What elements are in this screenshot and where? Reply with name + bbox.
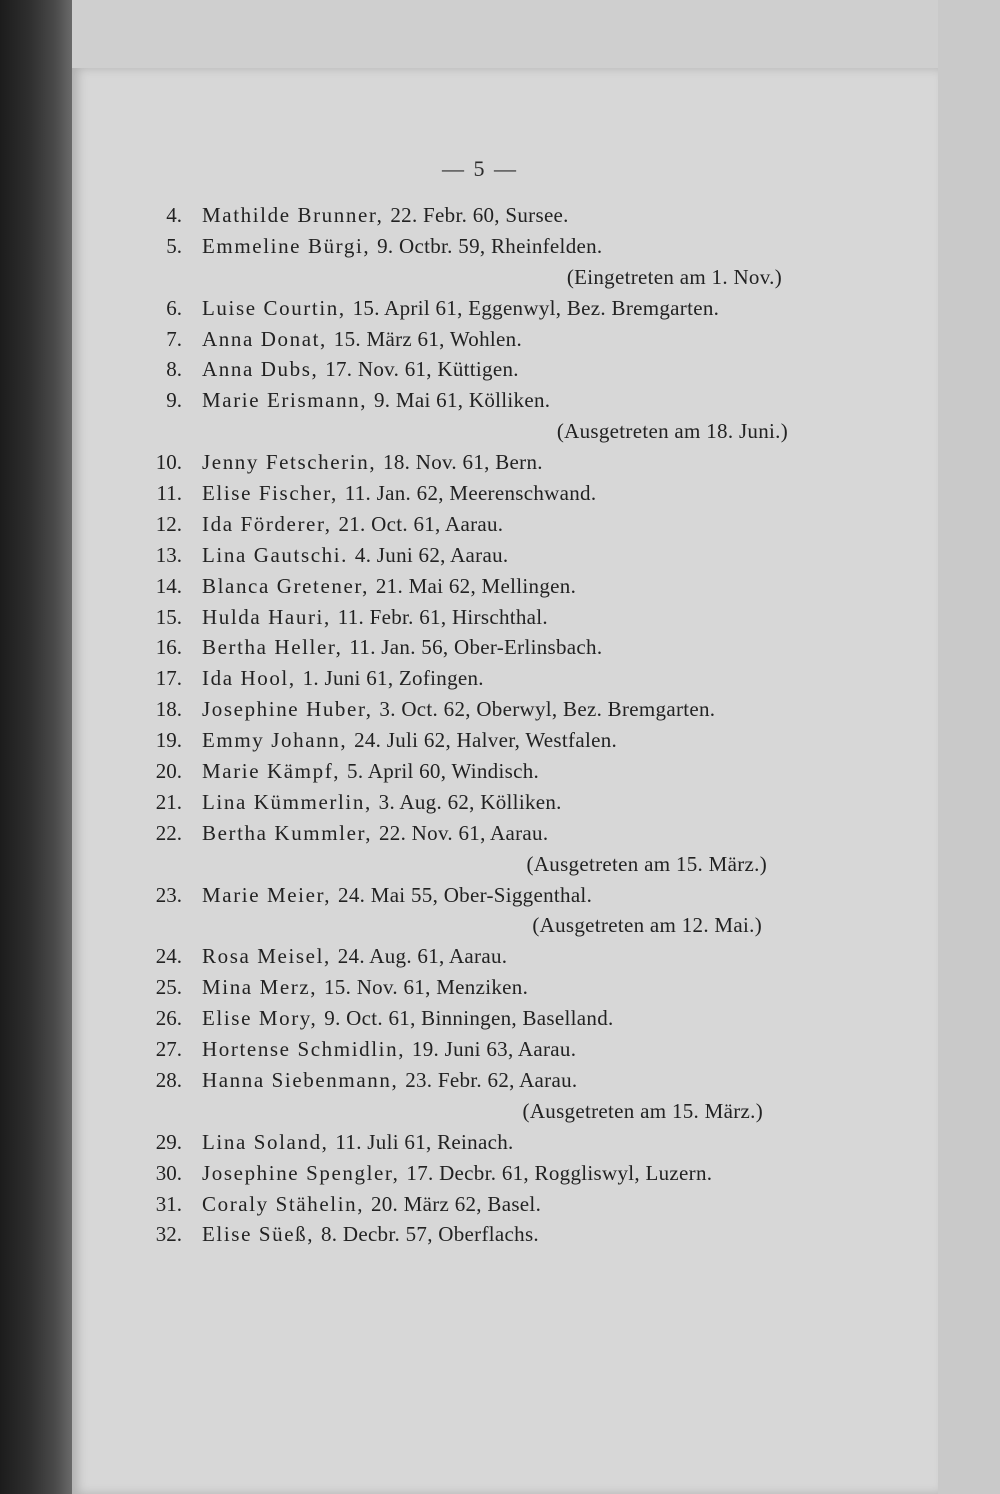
member-list [0, 200, 1000, 1250]
entry-details: 17. Nov. 61, Küttigen. [325, 357, 519, 382]
page-number: — 5 — [442, 156, 518, 181]
entry-note: (Ausgetreten am 15. März.) [522, 1098, 763, 1123]
entry-name: Marie Kämpf, [202, 759, 341, 784]
list-note [0, 849, 1000, 880]
entry-name: Hanna Siebenmann, [202, 1067, 399, 1092]
entry-number: 23. [155, 882, 182, 907]
entry-number: 25. [155, 975, 182, 1000]
list-item [0, 231, 1000, 262]
entry-details: 3. Aug. 62, Kölliken. [378, 789, 562, 814]
entry-number: 6. [166, 295, 182, 320]
list-item [0, 941, 1000, 972]
entry-number: 7. [166, 326, 182, 351]
list-note [0, 910, 1000, 941]
entry-name: Ida Hool, [202, 666, 296, 691]
entry-name: Lina Soland, [202, 1129, 329, 1154]
entry-details: 21. Mai 62, Mellingen. [375, 573, 577, 598]
list-item [0, 1158, 1000, 1189]
entry-details: 5. April 60, Windisch. [347, 759, 540, 784]
entry-number: 31. [155, 1191, 182, 1216]
entry-details: 22. Febr. 60, Sursee. [390, 203, 569, 227]
entry-name: Rosa Meisel, [202, 944, 331, 969]
list-item [0, 787, 1000, 818]
list-item [0, 385, 1000, 416]
entry-number: 5. [166, 233, 182, 258]
list-item [0, 632, 1000, 663]
entry-number: 27. [155, 1037, 182, 1062]
entry-name: Luise Courtin, [202, 295, 346, 320]
entry-name: Marie Erismann, [202, 388, 368, 413]
entry-name: Ida Förderer, [202, 511, 332, 536]
list-item [0, 663, 1000, 694]
list-item [0, 478, 1000, 509]
entry-number: 18. [155, 697, 182, 722]
entry-number: 14. [155, 573, 182, 598]
list-item [0, 725, 1000, 756]
entry-details: 11. Jan. 62, Meerenschwand. [344, 481, 597, 506]
entry-name: Coraly Stähelin, [202, 1191, 365, 1216]
entry-details: 20. März 62, Basel. [370, 1191, 542, 1216]
list-item [0, 200, 1000, 231]
entry-number: 30. [155, 1160, 182, 1185]
entry-details: 17. Decbr. 61, Roggliswyl, Luzern. [406, 1160, 713, 1185]
entry-number: 29. [155, 1129, 182, 1154]
entry-details: 4. Juni 62, Aarau. [354, 542, 509, 567]
entry-details: 8. Decbr. 57, Oberflachs. [320, 1222, 539, 1247]
list-note [0, 416, 1000, 447]
entry-details: 22. Nov. 61, Aarau. [378, 820, 549, 845]
entry-details: 3. Oct. 62, Oberwyl, Bez. Bremgarten. [379, 697, 716, 722]
entry-name: Emmeline Bürgi, [202, 233, 371, 258]
list-item [0, 972, 1000, 1003]
list-item [0, 694, 1000, 725]
entry-details: 11. Jan. 56, Ober-Erlinsbach. [349, 635, 603, 660]
entry-details: 15. April 61, Eggenwyl, Bez. Bremgarten. [352, 295, 720, 320]
entry-details: 19. Juni 63, Aarau. [411, 1037, 577, 1062]
entry-name: Marie Meier, [202, 882, 332, 907]
list-item [0, 1065, 1000, 1096]
entry-number: 32. [155, 1222, 182, 1247]
entry-name: Elise Mory, [202, 1006, 318, 1031]
entry-name: Elise Süeß, [202, 1222, 315, 1247]
list-item [0, 756, 1000, 787]
entry-number: 13. [155, 542, 182, 567]
entry-name: Mathilde Brunner, [202, 203, 384, 227]
entry-number: 4. [166, 203, 182, 227]
entry-name: Josephine Huber, [202, 697, 373, 722]
list-item [0, 1003, 1000, 1034]
entry-name: Bertha Kummler, [202, 820, 373, 845]
list-item [0, 602, 1000, 633]
entry-name: Lina Kümmerlin, [202, 789, 372, 814]
entry-name: Lina Gautschi. [202, 542, 349, 567]
list-item [0, 509, 1000, 540]
list-item [0, 818, 1000, 849]
entry-details: 24. Aug. 61, Aarau. [337, 944, 508, 969]
list-item [0, 880, 1000, 911]
entry-number: 10. [155, 450, 182, 475]
entry-details: 24. Juli 62, Halver, Westfalen. [354, 728, 618, 753]
entry-number: 11. [156, 481, 182, 506]
list-note [0, 1096, 1000, 1127]
entry-number: 19. [155, 728, 182, 753]
entry-details: 18. Nov. 61, Bern. [383, 450, 543, 475]
entry-name: Hortense Schmidlin, [202, 1037, 406, 1062]
entry-number: 9. [166, 388, 182, 413]
entry-number: 15. [155, 604, 182, 629]
entry-name: Emmy Johann, [202, 728, 348, 753]
entry-details: 23. Febr. 62, Aarau. [405, 1067, 578, 1092]
entry-details: 24. Mai 55, Ober-Siggenthal. [338, 882, 593, 907]
entry-details: 21. Oct. 61, Aarau. [338, 511, 504, 536]
entry-name: Mina Merz, [202, 975, 318, 1000]
entry-details: 9. Octbr. 59, Rheinfelden. [377, 233, 603, 258]
entry-details: 15. Nov. 61, Menziken. [324, 975, 529, 1000]
list-item [0, 571, 1000, 602]
entry-number: 26. [155, 1006, 182, 1031]
entry-name: Blanca Gretener, [202, 573, 370, 598]
entry-details: 9. Oct. 61, Binningen, Baselland. [324, 1006, 614, 1031]
entry-details: 15. März 61, Wohlen. [333, 326, 523, 351]
entry-number: 17. [155, 666, 182, 691]
entry-number: 22. [155, 820, 182, 845]
entry-name: Hulda Hauri, [202, 604, 331, 629]
list-item [0, 324, 1000, 355]
list-item [0, 1034, 1000, 1065]
entry-name: Elise Fischer, [202, 481, 338, 506]
list-note [0, 262, 1000, 293]
list-item [0, 293, 1000, 324]
list-item [0, 540, 1000, 571]
entry-number: 20. [155, 759, 182, 784]
entry-number: 24. [155, 944, 182, 969]
entry-name: Bertha Heller, [202, 635, 343, 660]
list-item [0, 354, 1000, 385]
entry-number: 28. [155, 1067, 182, 1092]
entry-note: (Ausgetreten am 18. Juni.) [556, 419, 788, 444]
entry-note: (Ausgetreten am 12. Mai.) [532, 913, 762, 938]
list-item [0, 1219, 1000, 1250]
entry-number: 12. [155, 511, 182, 536]
list-item [0, 1189, 1000, 1220]
entry-number: 8. [166, 357, 182, 382]
entry-name: Anna Dubs, [202, 357, 319, 382]
entry-details: 1. Juni 61, Zofingen. [302, 666, 484, 691]
entry-details: 9. Mai 61, Kölliken. [373, 388, 551, 413]
list-item [0, 1127, 1000, 1158]
entry-name: Anna Donat, [202, 326, 327, 351]
entry-number: 21. [155, 789, 182, 814]
top-margin [72, 0, 938, 68]
list-item [0, 447, 1000, 478]
entry-name: Jenny Fetscherin, [202, 450, 377, 475]
entry-note: (Ausgetreten am 15. März.) [526, 851, 767, 876]
entry-note: (Eingetreten am 1. Nov.) [566, 264, 782, 289]
entry-name: Josephine Spengler, [202, 1160, 400, 1185]
entry-number: 16. [155, 635, 182, 660]
entry-details: 11. Febr. 61, Hirschthal. [337, 604, 548, 629]
entry-details: 11. Juli 61, Reinach. [335, 1129, 514, 1154]
